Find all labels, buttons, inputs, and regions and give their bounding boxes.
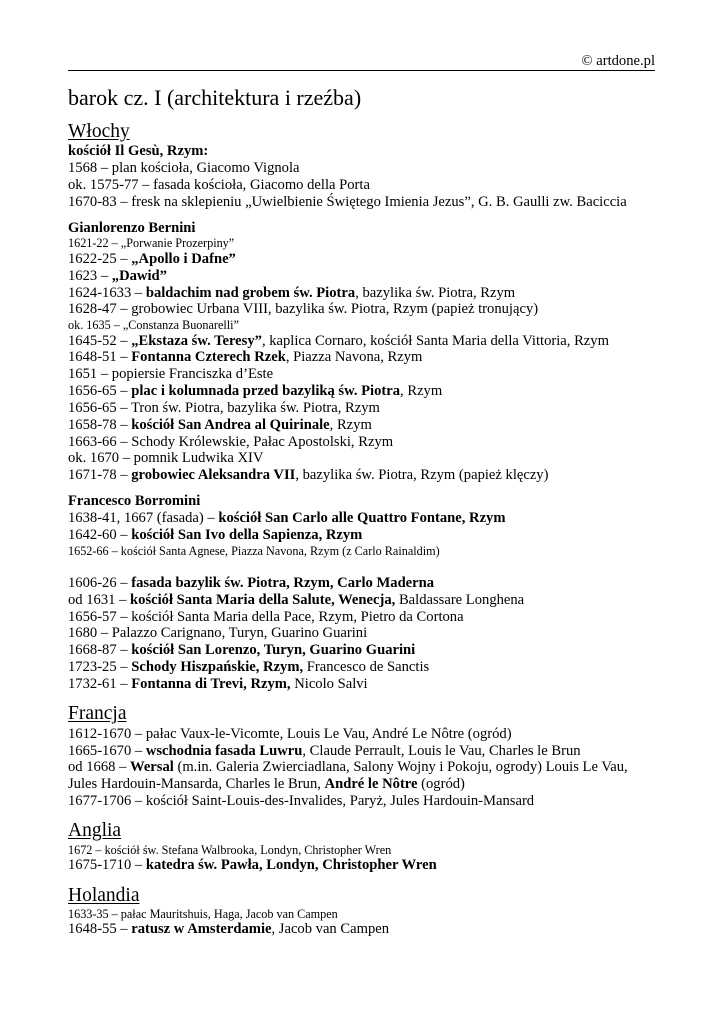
entry-text-bold: „Dawid” [111,267,167,284]
entry-text: , Rzym [400,383,443,400]
entry-text: 1648-55 – [68,921,132,938]
entry-text: 1623 – [68,267,112,284]
entry-text-bold: kościół Santa Maria della Salute, Wenecja, [130,591,396,608]
entry-row [68,467,678,484]
entry-text: 1624-1633 – [68,284,146,301]
entry-row [68,400,678,417]
entry-text: 1677-1706 – kościół Saint-Louis-des-Invalides, Paryż, Jules Hardouin-Mansard [68,793,535,810]
entry-text: 1652-66 – kościół Santa Agnese, Piazza Navona, Rzym (z Carlo Rainaldim) [68,543,440,558]
entry-text: 1668-87 – [68,642,132,659]
entry-text: , Rzym [329,416,372,433]
entry-text: , Claude Perrault, Louis le Vau, Charles le Brun [302,742,581,759]
entry-text: Nicolo Salvi [290,676,368,692]
entry-text: , Jacob van Campen [271,921,390,938]
page-header [68,53,655,71]
copyright-notice: © artdone.pl [581,53,655,69]
entry-text: 1656-57 – kościół Santa Maria della Pace, Rzym, Pietro da Cortona [68,608,464,625]
section-heading: Francja [68,703,127,725]
entry-text-bold: ratusz w Amsterdamie [131,921,272,938]
entry-text: 1606-26 – [68,574,132,591]
entry-row [68,676,678,693]
country-section [68,885,678,939]
entry-row [68,417,678,434]
small-entry-row [68,236,678,250]
small-entry-row [68,843,678,857]
entry-text: 1723-25 – [68,659,132,676]
entry-row [68,625,678,642]
entry-row [68,609,678,626]
country-section [68,820,678,874]
entry-text: 1671-78 – [68,467,132,484]
entry-row [68,575,678,592]
entry-text-bold: grobowiec Aleksandra VII [131,467,296,484]
entry-row [68,743,678,760]
entry-text: 1612-1670 – pałac Vaux-le-Vicomte, Louis Le Vau, André Le Nôtre (ogród) [68,725,512,742]
entry-row [68,527,678,544]
entry-row [68,642,678,659]
entry-text: (m.in. Galeria Zwierciadlana, Salony Wojny i Pokoju, ogrody) Louis Le Vau, [173,759,628,776]
entry-row [68,268,678,285]
sections-container [68,121,678,938]
entry-text-bold: „Apollo i Dafne” [131,250,236,267]
entry-text: 1656-65 – Tron św. Piotra, bazylika św. Piotra, Rzym [68,399,380,416]
entry-text-bold: baldachim nad grobem św. Piotra [145,284,356,301]
entry-list [68,726,678,810]
entry-text: 1656-65 – [68,383,132,400]
entry-text-bold: Francesco Borromini [68,493,201,510]
entry-text-bold: plac i kolumnada przed bazyliką św. Piotra [131,383,401,400]
group-label [68,493,678,510]
entry-text: 1622-25 – [68,250,132,267]
entry-row [68,301,678,318]
entry-row [68,510,678,527]
entry-row [68,793,678,810]
entry-text-bold: Wersal [130,759,174,776]
entry-list [68,843,678,874]
entry-text-bold: Fontanna Czterech Rzek [131,349,286,366]
entry-text: (ogród) [417,776,465,793]
section-heading: Włochy [68,120,130,142]
entry-text: ok. 1635 – „Constanza Buonarelli” [68,318,239,333]
entry-text: 1638-41, 1667 (fasada) – [68,510,219,527]
entry-text: , bazylika św. Piotra, Rzym (papież klęczy) [295,467,549,484]
entry-text: ok. 1670 – pomnik Ludwika XIV [68,450,264,467]
section-heading: Anglia [68,820,122,842]
entry-text: 1621-22 – „Porwanie Prozerpiny” [68,236,235,251]
entry-text-bold: kościół Il Gesù, Rzym: [68,143,209,160]
entry-text: 1628-47 – grobowiec Urbana VIII, bazylika św. Piotra, Rzym (papież tronujący) [68,301,539,318]
entry-text: , kaplica Cornaro, kościół Santa Maria della Vittoria, Rzym [261,332,609,349]
group-label [68,220,678,237]
entry-text-bold: fasada bazylik św. Piotra, Rzym, Carlo Maderna [131,574,435,591]
entry-row [68,251,678,268]
entry-text: 1642-60 – [68,526,132,543]
entry-text-bold: kościół San Andrea al Quirinale [131,416,330,433]
entry-text-bold: kościół San Ivo della Sapienza, Rzym [131,526,363,543]
entry-text: ok. 1575-77 – fasada kościoła, Giacomo della Porta [68,176,370,193]
entry-row [68,659,678,676]
entry-text: 1645-52 – [68,332,132,349]
entry-text: , bazylika św. Piotra, Rzym [355,284,516,301]
entry-row [68,160,678,177]
entry-text: 1672 – kościół św. Stefana Walbrooka, Londyn, Christopher Wren [68,842,392,857]
small-entry-row [68,907,678,921]
entry-text-bold: wschodnia fasada Luwru [145,742,303,759]
document-body [68,85,678,938]
page-title: barok cz. I (architektura i rzeźba) [68,85,362,110]
entry-text: 1665-1670 – [68,742,146,759]
small-entry-row [68,544,678,558]
entry-row [68,349,678,366]
entry-row [68,383,678,400]
entry-text: 1675-1710 – [68,857,146,874]
entry-row [68,759,678,776]
entry-text: 1670-83 – fresk na sklepieniu „Uwielbienie Świętego Imienia Jezus”, G. B. Gaulli zw. Baciccia [68,193,627,210]
entry-row [68,194,678,211]
entry-text: 1568 – plan kościoła, Giacomo Vignola [68,160,300,177]
entry-row [68,177,678,194]
entry-row [68,726,678,743]
entry-text-bold: Gianlorenzo Bernini [68,219,196,236]
entry-text-bold: Fontanna di Trevi, Rzym, [131,676,291,692]
entry-text-bold: kościół San Lorenzo, Turyn, Guarino Guarini [131,642,416,659]
entry-row [68,857,678,874]
entry-text: 1651 – popiersie Franciszka d’Este [68,366,274,383]
entry-row [68,776,678,793]
entry-text: 1732-61 – [68,676,132,692]
entry-text: Francesco de Sanctis [303,659,430,676]
entry-list [68,143,678,693]
section-heading: Holandia [68,884,140,906]
entry-text: 1633-35 – pałac Mauritshuis, Haga, Jacob van Campen [68,907,338,922]
group-label [68,143,678,160]
entry-row [68,592,678,609]
entry-text-bold: „Ekstaza św. Teresy” [131,332,262,349]
entry-row [68,450,678,467]
entry-text: Jules Hardouin-Mansarda, Charles le Brun, [68,776,325,793]
entry-text: od 1631 – [68,591,131,608]
blank-line [68,558,678,575]
entry-text: od 1668 – [68,759,131,776]
entry-row [68,285,678,302]
entry-text-bold: Schody Hiszpańskie, Rzym, [131,659,304,676]
entry-text-bold: André le Nôtre [324,776,418,793]
country-section [68,703,678,810]
entry-row [68,333,678,350]
entry-text: , Piazza Navona, Rzym [285,349,423,366]
entry-text: 1648-51 – [68,349,132,366]
small-entry-row [68,318,678,332]
entry-text-bold: katedra św. Pawła, Londyn, Christopher Wren [145,857,437,874]
entry-text: Baldassare Longhena [395,591,525,608]
entry-row [68,434,678,451]
entry-row [68,366,678,383]
entry-text: 1658-78 – [68,416,132,433]
entry-row [68,921,678,938]
country-section [68,121,678,693]
entry-text: 1663-66 – Schody Królewskie, Pałac Apostolski, Rzym [68,433,394,450]
entry-text-bold: kościół San Carlo alle Quattro Fontane, Rzym [218,510,506,527]
entry-text: 1680 – Palazzo Carignano, Turyn, Guarino Guarini [68,625,368,642]
entry-list [68,907,678,938]
